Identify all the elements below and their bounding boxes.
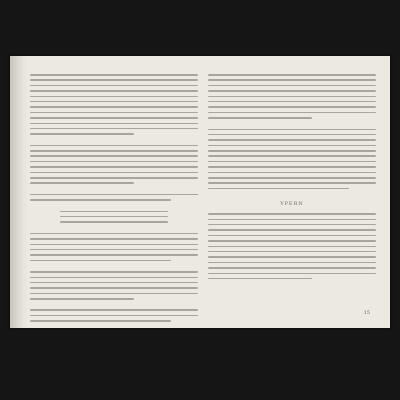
page-number: 15: [363, 310, 370, 316]
verse-quote-block: [30, 211, 198, 223]
right-text-column: [208, 74, 376, 283]
section-heading: YPERN: [280, 201, 304, 208]
left-text-column: [30, 74, 198, 326]
page-fold-shadow: [10, 56, 28, 328]
book-page: [10, 56, 390, 328]
